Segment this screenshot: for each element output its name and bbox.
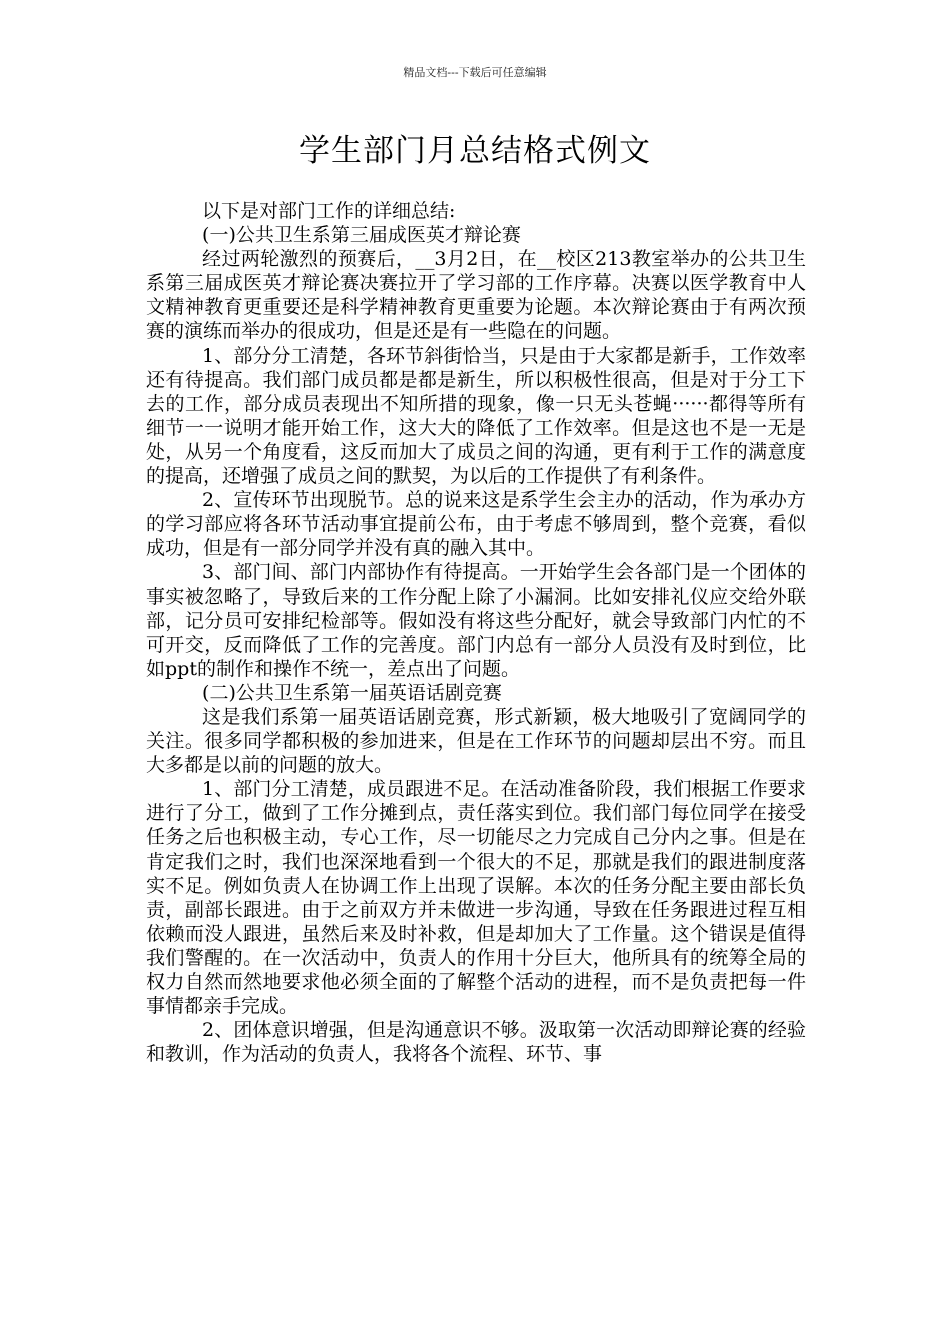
document-body xyxy=(146,199,806,1066)
body-paragraph: 经过两轮激烈的预赛后，__3月2日，在__校区213教室举办的公共卫生系第三届成医英才辩论赛决赛拉开了学习部的工作序幕。决赛以医学教育中人文精神教育更重要还是科学精神教育更重要为论题。本次辩论赛由于有两次预赛的演练而举办的很成功，但是还是有一些隐在的问题。 xyxy=(146,248,806,343)
section-heading-drama: (二)公共卫生系第一届英语话剧竞赛 xyxy=(202,681,502,704)
body-paragraph: 这是我们系第一届英语话剧竞赛，形式新颖，极大地吸引了宽阔同学的关注。很多同学都积极的参加进来，但是在工作环节的问题却层出不穷。而且大多都是以前的问题的放大。 xyxy=(146,705,806,777)
body-paragraph: 2、团体意识增强，但是沟通意识不够。汲取第一次活动即辩论赛的经验和教训，作为活动的负责人，我将各个流程、环节、事 xyxy=(146,1019,806,1066)
body-paragraph: 1、部分分工清楚，各环节斜街恰当，只是由于大家都是新手，工作效率还有待提高。我们部门成员都是都是新生，所以积极性很高，但是对于分工下去的工作，部分成员表现出不知所措的现象，像一只无头苍蝇······都得等所有细节一一说明才能开始工作，这大大的降低了工作效率。但是这也不是一无是处，从另一个角度看，这反而加大了成员之间的沟通，更有利于工作的满意度的提高，还增强了成员之间的默契，为以后的工作提供了有利条件。 xyxy=(146,344,806,488)
intro-paragraph: 以下是对部门工作的详细总结: xyxy=(202,200,456,222)
section-heading-debate: (一)公共卫生系第三届成医英才辩论赛 xyxy=(202,224,521,247)
body-paragraph: 2、宣传环节出现脱节。总的说来这是系学生会主办的活动，作为承办方的学习部应将各环节活动事宜提前公布，由于考虑不够周到，整个竞赛，看似成功，但是有一部分同学并没有真的融入其中。 xyxy=(146,489,806,560)
body-paragraph: 1、部门分工清楚，成员跟进不足。在活动准备阶段，我们根据工作要求进行了分工，做到了工作分摊到点，责任落实到位。我们部门每位同学在接受任务之后也积极主动，专心工作，尽一切能尽之力完成自己分内之事。但是在肯定我们之时，我们也深深地看到一个很大的不足，那就是我们的跟进制度落实不足。例如负责人在协调工作上出现了误解。本次的任务分配主要由部长负责，副部长跟进。由于之前双方并未做进一步沟通，导致在任务跟进过程互相依赖而没人跟进，虽然后来及时补救，但是却加大了工作量。这个错误是值得我们警醒的。在一次活动中，负责人的作用十分巨大，他所具有的统筹全局的权力自然而然地要求他必须全面的了解整个活动的进程，而不是负责把每一件事情都亲手完成。 xyxy=(146,778,806,1018)
document-title: 学生部门月总结格式例文 xyxy=(299,133,651,169)
body-paragraph: 3、部门间、部门内部协作有待提高。一开始学生会各部门是一个团体的事实被忽略了，导致后来的工作分配上除了小漏洞。比如安排礼仪应交给外联部，记分员可安排纪检部等。假如没有将这些分配好，就会导致部门内忙的不可开交，反而降低了工作的完善度。部门内总有一部分人员没有及时到位，比如ppt的制作和操作不统一，差点出了问题。 xyxy=(146,561,806,680)
header-note: 精品文档---下载后可任意编辑 xyxy=(403,66,547,79)
